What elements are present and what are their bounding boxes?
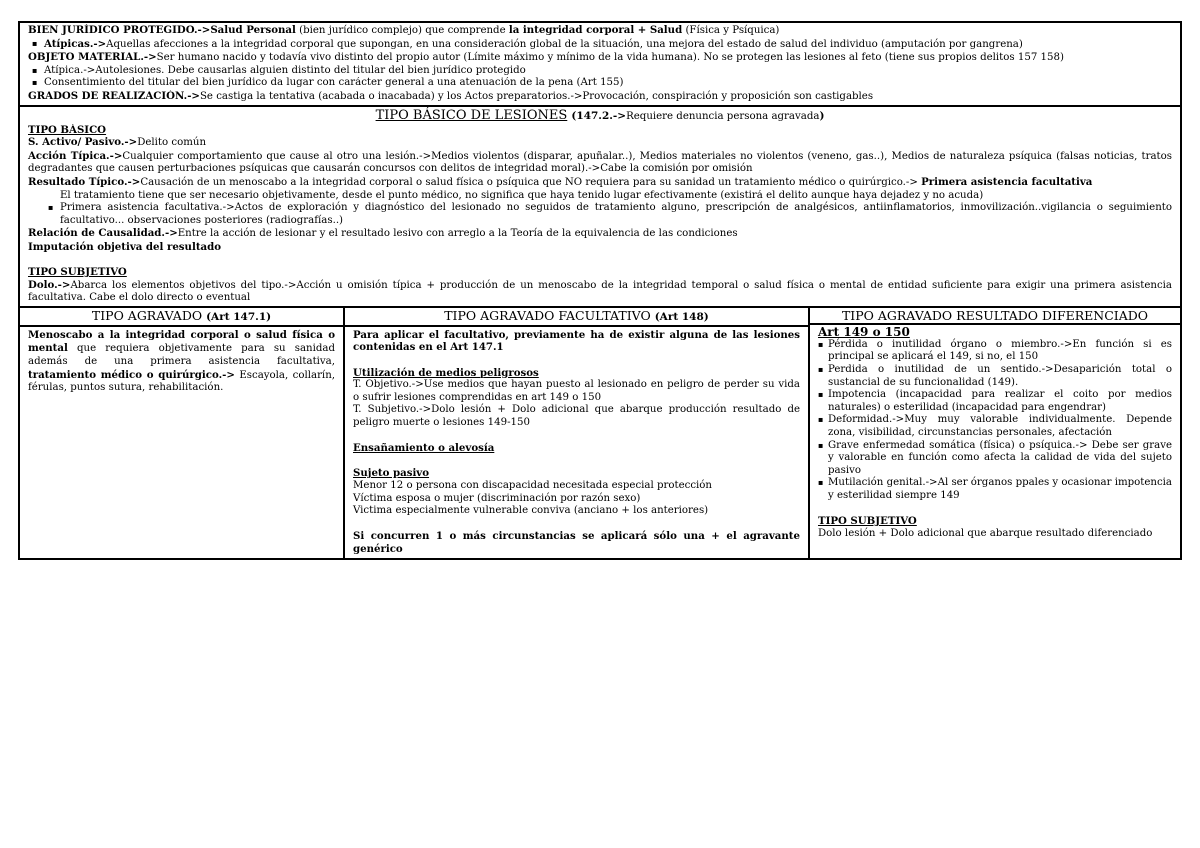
sujeto-pasivo-item: Víctima esposa o mujer (discriminación por razón sexo)	[353, 492, 641, 504]
tipo-agravado-body	[20, 327, 343, 397]
ensanamiento-heading: Ensañamiento o alevosía	[353, 442, 495, 455]
relacion-text: Entre la acción de lesionar y el resultado lesivo con arreglo a la Teoría de la equivalencia de las condiciones	[177, 228, 738, 240]
atipica-autolesiones-line: ▪ Atípica.->Autolesiones. Debe causarlas alguien distinto del titular del bien jurídico protegido	[28, 65, 1172, 78]
bien-juridico-line	[28, 24, 1172, 38]
primera-asistencia-item	[28, 202, 1172, 227]
sujeto-pasivo-heading: Sujeto pasivo	[353, 467, 430, 480]
diferenciado-item: ▪ Mutilación genital.->Al ser órganos ppales y ocasionar impotencia y esterilidad siempre 149	[818, 477, 1172, 502]
primera-asistencia-text: Primera asistencia facultativa.->Actos de exploración y diagnóstico del lesionado no seguidos de tratamiento alguno, prescripción de analgésicos, antiinflamatorios, inmovilización..vigilancia o seguimiento facultativo... observaciones posteriores (radiografías..)	[60, 202, 1172, 226]
accion-tipica-paragraph	[28, 150, 1172, 176]
menoscabo-text: que requiera objetivamente para su sanidad además de una primera asistencia facultativa,	[28, 343, 335, 368]
tipo-basico-subheading: TIPO BÁSICO	[28, 123, 107, 136]
tipo-basico-close: )	[819, 109, 825, 122]
general-section	[20, 23, 1180, 107]
tipo-diferenciado-header	[810, 308, 1180, 325]
facultativo-intro: Para aplicar el facultativo, previamente ha de existir alguna de las lesiones contenidas en el Art 147.1	[353, 328, 800, 354]
resultado-tipico-text: Causación de un menoscabo a la integridad corporal o salud física o psíquica que NO requiera para su sanidad un tratamiento médico o quirúrgico.->	[140, 176, 922, 188]
tipo-basico-ref: (147.2.->	[571, 109, 627, 122]
diferenciado-item: ▪ Deformidad.->Muy muy valorable individualmente. Depende zona, visibilidad, circunstancias personales, afectación	[818, 414, 1172, 439]
tipo-facultativo-body	[345, 327, 808, 558]
bullet-icon: ▪	[48, 203, 54, 213]
atipicas-line	[28, 38, 1172, 52]
sujeto-pasivo-item: Menor 12 o persona con discapacidad necesitada especial protección	[353, 480, 712, 491]
relacion-line	[28, 227, 1172, 241]
dolo-text: Abarca los elementos objetivos del tipo.->Acción u omisión típica + producción de un menoscabo de la integridad temporal o salud física o mental de entidad suficiente para exigir una primera asistencia facultativa. Cabe el dolo directo o eventual	[28, 279, 1172, 304]
tipo-facultativo-column	[345, 308, 810, 558]
tipo-subjetivo-heading: TIPO SUBJETIVO	[28, 266, 127, 279]
tipo-basico-section	[20, 107, 1180, 308]
tipo-agravado-paragraph	[28, 329, 335, 395]
tipo-agravado-title: TIPO AGRAVADO	[91, 307, 203, 323]
agravados-columns	[20, 308, 1180, 558]
tipo-basico-title	[28, 108, 1172, 124]
sujeto-line	[28, 136, 1172, 150]
tipo-diferenciado-title: TIPO AGRAVADO RESULTADO DIFERENCIADO	[841, 307, 1149, 323]
tipo-agravado-column	[20, 308, 345, 558]
tipo-diferenciado-column	[810, 308, 1180, 558]
tipo-facultativo-title: TIPO AGRAVADO FACULTATIVO	[444, 307, 651, 323]
tipo-agravado-ref: (Art 147.1)	[206, 310, 272, 323]
tipo-agravado-header	[20, 308, 343, 327]
tratamiento-text: Escayola, collarín, férulas, puntos sutura, rehabilitación.	[28, 369, 335, 394]
consentimiento-line: ▪ Consentimiento del titular del bien jurídico da lugar con carácter general a una atenuación de la pena (Art 155)	[28, 77, 1172, 90]
dolo-paragraph	[28, 279, 1172, 305]
diferenciado-item: ▪ Grave enfermedad somática (física) o psíquica.-> Debe ser grave y valorable en función como afecta la calidad de vida del sujeto pasivo	[818, 440, 1172, 478]
diferenciado-subjetivo-text: Dolo lesión + Dolo adicional que abarque resultado diferenciado	[818, 527, 1153, 539]
imputacion-line: Imputación objetiva del resultado	[28, 240, 222, 253]
objeto-material-label: OBJETO MATERIAL.->	[28, 51, 157, 64]
objeto-material-line	[28, 51, 1172, 65]
grados-label: GRADOS DE REALIZACIÓN.->	[28, 89, 200, 102]
tipo-facultativo-header	[345, 308, 808, 327]
bien-juridico-strong: la integridad corporal + Salud	[508, 24, 683, 36]
bien-juridico-term: Salud Personal	[210, 24, 296, 36]
diferenciado-item: ▪ Pérdida o inutilidad órgano o miembro.->En función si es principal se aplicará el 149, si no, el 150	[818, 339, 1172, 364]
atipicas-text: Aquellas afecciones a la integridad corporal que supongan, en una consideración global de la situación, una mejora del estado de salud del individuo (amputación por gangrena)	[106, 38, 1023, 50]
art-149-150-heading: Art 149 o 150	[818, 324, 910, 339]
diferenciado-subjetivo-heading: TIPO SUBJETIVO	[818, 515, 917, 528]
objeto-material-text: Ser humano nacido y todavía vivo distinto del propio autor (Límite máximo y mínimo de la vida humana). No se protegen las lesiones al feto (tiene sus propios delitos 157 158)	[156, 52, 1064, 64]
concurren-text: Si concurren 1 o más circunstancias se aplicará sólo una + el agravante genérico	[353, 530, 800, 555]
grados-text: Se castiga la tentativa (acabada o inacabada) y los Actos preparatorios.->Provocación, conspiración y proposición son castigables	[199, 90, 874, 102]
document-sheet	[18, 21, 1182, 560]
resultado-tipico-strong: Primera asistencia facultativa	[921, 175, 1093, 188]
sujeto-pasivo-item: Victima especialmente vulnerable conviva (anciano + los anteriores)	[353, 505, 709, 517]
tratamiento-line: El tratamiento tiene que ser necesario objetivamente, desde el punto médico, no significa que haya tenido lugar efectivamente (existirá el delito aunque haya dejadez y no acuda)	[60, 189, 984, 201]
accion-tipica-label: Acción Típica.->	[28, 149, 123, 162]
dolo-label: Dolo.->	[28, 278, 71, 291]
tipo-basico-heading: TIPO BÁSICO DE LESIONES	[375, 107, 568, 123]
tipo-subjetivo-text: T. Subjetivo.->Dolo lesión + Dolo adicional que abarque producción resultado de peligro muerte o lesiones 149-150	[353, 404, 800, 429]
diferenciado-item: ▪ Perdida o inutilidad de un sentido.->Desaparición total o sustancial de su funcionalidad (149).	[818, 364, 1172, 389]
tipo-basico-note: Requiere denuncia persona agravada	[626, 110, 820, 122]
menoscabo-strong: Menoscabo a la integridad corporal o salud física o mental	[28, 328, 335, 355]
tratamiento-strong: tratamiento médico o quirúrgico.->	[28, 368, 235, 381]
bien-juridico-tail: (Física y Psíquica)	[682, 25, 780, 36]
atipicas-label: Atípicas.->	[44, 37, 107, 50]
resultado-tipico-line	[28, 176, 1172, 190]
medios-peligrosos-heading: Utilización de medios peligrosos	[353, 366, 539, 379]
sujeto-label: S. Activo/ Pasivo.->	[28, 136, 138, 149]
grados-line	[28, 90, 1172, 104]
relacion-label: Relación de Causalidad.->	[28, 227, 178, 240]
bien-juridico-text: (bien jurídico complejo) que comprende	[295, 25, 509, 36]
diferenciado-item: ▪ Impotencia (incapacidad para realizar el coito por medios naturales) o esterilidad (incapacidad para engendrar)	[818, 389, 1172, 414]
sujeto-text: Delito común	[137, 137, 207, 149]
bien-juridico-label: BIEN JURÍDICO PROTEGIDO.->	[28, 24, 211, 36]
resultado-tipico-label: Resultado Típico.->	[28, 175, 141, 188]
accion-tipica-text: Cualquier comportamiento que cause al otro una lesión.->Medios violentos (disparar, apuñalar..), Medios materiales no violentos (veneno, gas..), Medios de naturaleza psíquica (falsas noticias, tratos degradantes que causen perturbaciones psíquicas que causarán concursos con delitos de integridad moral).->Cabe la comisión por omisión	[28, 150, 1172, 175]
tipo-diferenciado-body	[810, 325, 1180, 543]
tipo-objetivo-text: T. Objetivo.->Use medios que hayan puesto al lesionado en peligro de perder su vida o sufrir lesiones comprendidas en art 149 o 150	[353, 379, 800, 403]
tipo-facultativo-ref: (Art 148)	[654, 310, 709, 323]
